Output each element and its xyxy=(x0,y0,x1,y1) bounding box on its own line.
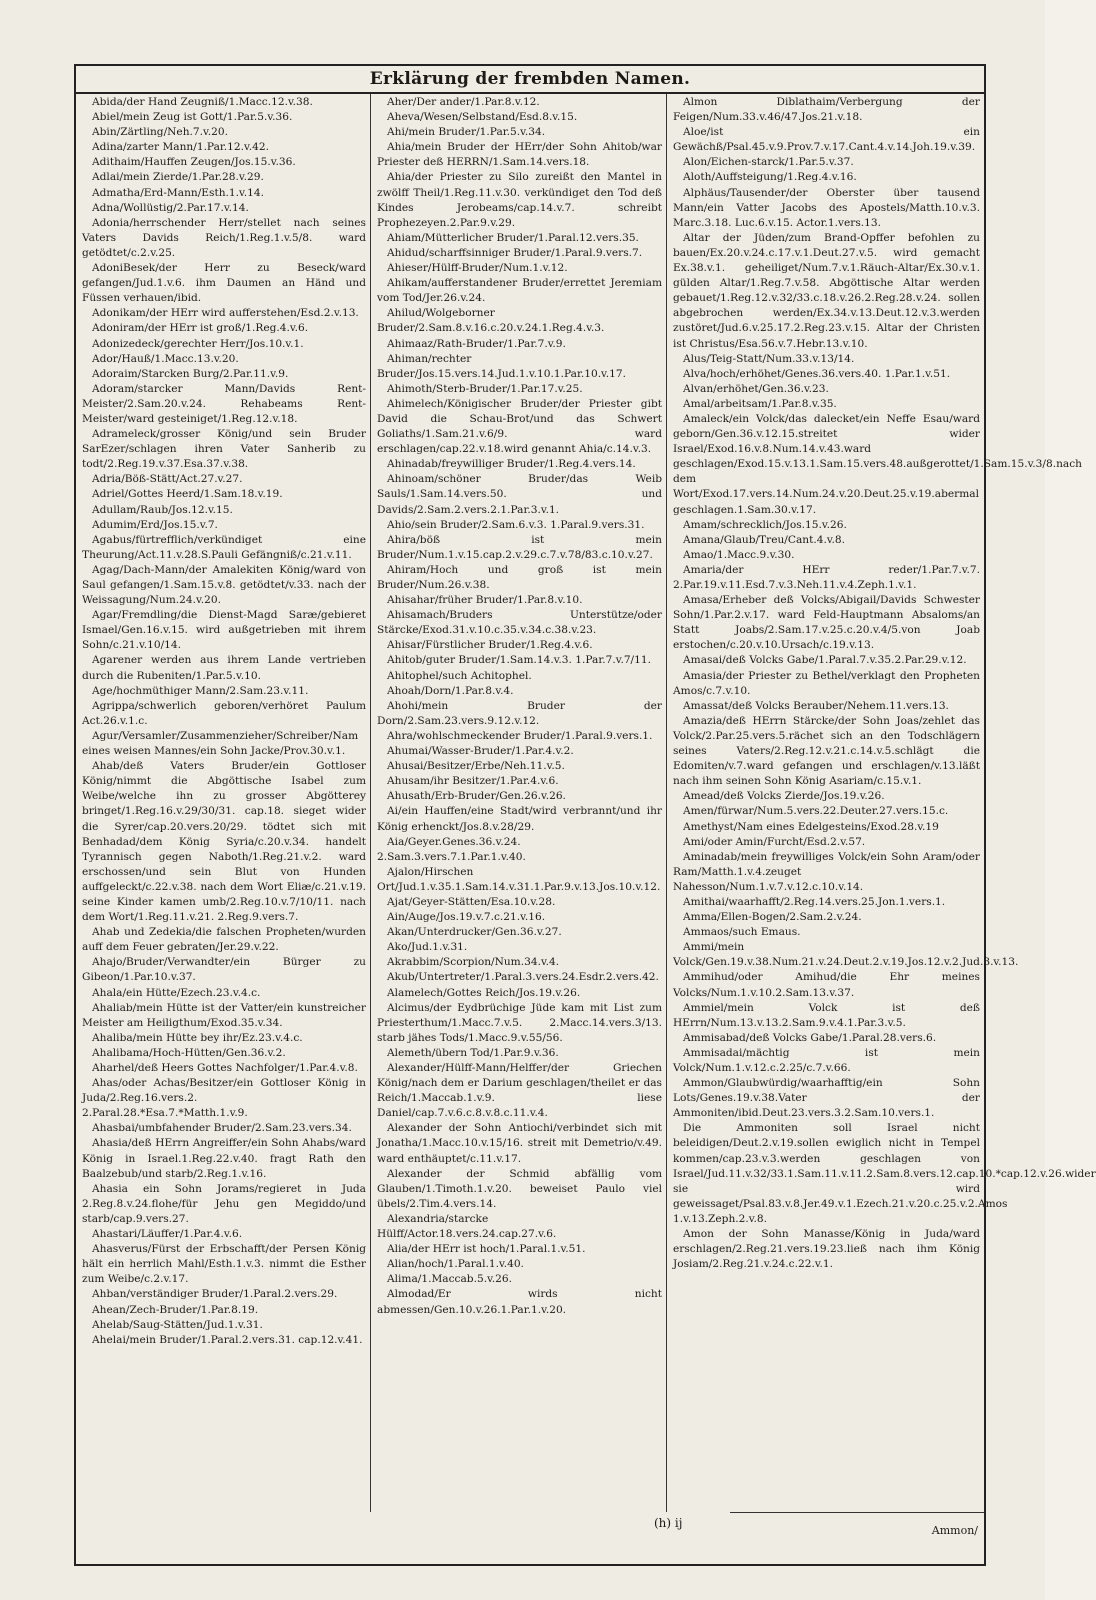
glossary-entry: Agarener werden aus ihrem Lande vertrieben durch die Rubeniten/1.Par.5.v.10. xyxy=(82,654,366,682)
glossary-entry: Age/hochmüthiger Mann/2.Sam.23.v.11. xyxy=(92,684,309,697)
glossary-entry: Ammihud/oder Amihud/die Ehr meines Volcks/Num.1.v.10.2.Sam.13.v.37. xyxy=(673,971,980,999)
glossary-entry: Amithai/waarhafft/2.Reg.14.vers.25.Jon.1.vers.1. xyxy=(683,895,946,908)
glossary-entry: Akub/Untertreter/1.Paral.3.vers.24.Esdr.2.vers.42. xyxy=(387,971,659,984)
glossary-entry: Alus/Teig-Statt/Num.33.v.13/14. xyxy=(683,352,855,365)
glossary-entry: Aloth/Auffsteigung/1.Reg.4.v.16. xyxy=(683,171,857,184)
glossary-entry: Amead/deß Volcks Zierde/Jos.19.v.26. xyxy=(683,790,885,803)
glossary-entry: Ahia/der Priester zu Silo zureißt den Mantel in zwölff Theil/1.Reg.11.v.30. verkündiget den Tod deß Kindes Jerobeams/cap.14.v.7. schreibt Prophezeyen.2.Par.9.v.29. xyxy=(377,171,662,229)
glossary-entry: Adoraim/Starcken Burg/2.Par.11.v.9. xyxy=(92,367,289,380)
glossary-entry: Ain/Auge/Jos.19.v.7.c.21.v.16. xyxy=(387,911,546,924)
glossary-entry: Ahi/mein Bruder/1.Par.5.v.34. xyxy=(387,126,546,139)
glossary-entry: AdoniBesek/der Herr zu Beseck/ward gefangen/Jud.1.v.6. ihm Daumen an Händ und Füssen verhauen/ibid. xyxy=(82,262,366,305)
glossary-entry: Akrabbim/Scorpion/Num.34.v.4. xyxy=(387,956,560,969)
glossary-entry: Alphäus/Tausender/der Oberster über tausend Mann/ein Vatter Jacobs des Apostels/Matth.10.v.3. Marc.3.18. Luc.6.v.15. Actor.1.vers.13. xyxy=(673,186,980,229)
glossary-entry: Amal/arbeitsam/1.Par.8.v.35. xyxy=(683,397,837,410)
glossary-entry: Amen/fürwar/Num.5.vers.22.Deuter.27.vers.15.c. xyxy=(683,805,949,818)
glossary-entry: Alexander/Hülff-Mann/Helffer/der Griechen König/nach dem er Darium geschlagen/theilet er das Reich/1.Maccab.1.v.9. liese Daniel/cap.7.v.6.c.8.v.8.c.11.v.4. xyxy=(377,1062,662,1120)
glossary-entry: Ahinoam/schöner Bruder/das Weib Sauls/1.Sam.14.vers.50. und Davids/2.Sam.2.vers.2.1.Par.3.v.1. xyxy=(377,473,662,516)
glossary-entry: Amaria/der HErr reder/1.Par.7.v.7. 2.Par.19.v.11.Esd.7.v.3.Neh.11.v.4.Zeph.1.v.1. xyxy=(673,563,980,591)
glossary-entry: Ammaos/such Emaus. xyxy=(683,926,801,939)
glossary-entry: Aharhel/deß Heers Gottes Nachfolger/1.Par.4.v.8. xyxy=(92,1062,358,1074)
glossary-entry: Adoniram/der HErr ist groß/1.Reg.4.v.6. xyxy=(92,322,309,335)
glossary-entry: Ahastari/Läuffer/1.Par.4.v.6. xyxy=(92,1228,243,1241)
glossary-entry: Adithaim/Hauffen Zeugen/Jos.15.v.36. xyxy=(92,156,296,169)
glossary-entry: Aheva/Wesen/Selbstand/Esd.8.v.15. xyxy=(387,111,578,124)
glossary-entry: Ahimaaz/Rath-Bruder/1.Par.7.v.9. xyxy=(387,337,566,350)
glossary-entry: Ahieser/Hülff-Bruder/Num.1.v.12. xyxy=(387,262,568,275)
glossary-entry: Ammisabad/deß Volcks Gabe/1.Paral.28.vers.6. xyxy=(683,1031,937,1044)
columns xyxy=(76,94,1096,1512)
glossary-entry: Agabus/fürtrefflich/verkündiget eine Theurung/Act.11.v.28.S.Pauli Gefängniß/c.21.v.11. xyxy=(82,533,366,561)
glossary-entry: Abida/der Hand Zeugniß/1.Macc.12.v.38. xyxy=(92,96,313,108)
glossary-entry: Amassat/deß Volcks Berauber/Nehem.11.vers.13. xyxy=(683,699,949,712)
glossary-entry: Ahinadab/freywilliger Bruder/1.Reg.4.vers.14. xyxy=(387,458,636,471)
glossary-entry: Adonizedeck/gerechter Herr/Jos.10.v.1. xyxy=(92,337,304,350)
glossary-entry: Ahusam/ihr Besitzer/1.Par.4.v.6. xyxy=(387,775,559,788)
glossary-entry: Agar/Fremdling/die Dienst-Magd Saræ/gebieret Ismael/Gen.16.v.15. wird außgetrieben mit ihrem Sohn/c.21.v.10/14. xyxy=(82,609,366,652)
glossary-entry: Ahelab/Saug-Stätten/Jud.1.v.31. xyxy=(92,1318,263,1331)
glossary-entry: Abin/Zärtling/Neh.7.v.20. xyxy=(92,126,228,139)
glossary-entry: Ahusath/Erb-Bruder/Gen.26.v.26. xyxy=(387,790,566,803)
glossary-entry: Aloe/ist ein Gewächß/Psal.45.v.9.Prov.7.v.17.Cant.4.v.14.Joh.19.v.39. xyxy=(673,126,980,154)
glossary-entry: Ahoah/Dorn/1.Par.8.v.4. xyxy=(387,684,514,697)
glossary-entry: Ahisahar/früher Bruder/1.Par.8.v.10. xyxy=(387,594,583,607)
glossary-entry: Adrameleck/grosser König/und sein Bruder SarEzer/schlagen ihren Vater Sanherib zu todt/2.Reg.19.v.37.Esa.37.v.38. xyxy=(82,428,366,471)
glossary-entry: Ahab und Zedekia/die falschen Propheten/wurden auff dem Feuer gebraten/Jer.29.v.22. xyxy=(82,926,366,954)
glossary-entry: Ahasbai/umbfahender Bruder/2.Sam.23.vers.34. xyxy=(92,1122,352,1135)
glossary-entry: Ahasverus/Fürst der Erbschafft/der Persen König hält ein herrlich Mahl/Esth.1.v.3. nimmt die Esther zum Weibe/c.2.v.17. xyxy=(82,1243,366,1286)
glossary-entry: Ahimoth/Sterb-Bruder/1.Par.17.v.25. xyxy=(387,382,583,395)
glossary-entry: Adria/Böß-Stätt/Act.27.v.27. xyxy=(92,473,243,486)
glossary-entry: Alamelech/Gottes Reich/Jos.19.v.26. xyxy=(387,986,581,999)
glossary-entry: Adullam/Raub/Jos.12.v.15. xyxy=(92,503,233,516)
glossary-entry: Ahban/verständiger Bruder/1.Paral.2.vers.29. xyxy=(92,1288,338,1301)
column-right xyxy=(667,94,1096,1512)
glossary-entry: Alexander der Sohn Antiochi/verbindet sich mit Jonatha/1.Macc.10.v.15/16. streit mit Demetrio/v.49. ward enthäuptet/c.11.v.17. xyxy=(377,1122,662,1165)
glossary-entry: Ahira/böß ist mein Bruder/Num.1.v.15.cap.2.v.29.c.7.v.78/83.c.10.v.27. xyxy=(377,533,662,561)
glossary-entry: Amaleck/ein Volck/das dalecket/ein Neffe Esau/ward geborn/Gen.36.v.12.15.streitet wider Israel/Exod.16.v.8.Num.14.v.43.ward geschlagen/Exod.15.v.13.1.Sam.15.vers.48.außgerottet/1.Sam.15.v.3/8.nach dem Wort/Exod.17.vers.14.Num.24.v.20.Deut.25.v.19.abermal geschlagen.1.Sam.30.v.17. xyxy=(673,412,1082,516)
glossary-entry: Ahiam/Mütterlicher Bruder/1.Paral.12.vers.35. xyxy=(387,231,639,244)
glossary-entry: Ahitophel/such Achitophel. xyxy=(387,669,532,682)
glossary-entry: Agag/Dach-Mann/der Amalekiten König/ward von Saul gefangen/1.Sam.15.v.8. getödtet/v.33. nach der Weissagung/Num.24.v.20. xyxy=(82,563,366,607)
glossary-entry: Adina/zarter Mann/1.Par.12.v.42. xyxy=(92,141,269,154)
glossary-entry: Ahohi/mein Bruder der Dorn/2.Sam.23.vers.9.12.v.12. xyxy=(377,699,662,727)
page-header: Erklärung der frembden Namen. xyxy=(76,66,984,94)
glossary-entry: Ahaliab/mein Hütte ist der Vatter/ein kunstreicher Meister am Heiligthum/Exod.35.v.34. xyxy=(82,1001,366,1029)
glossary-entry: Ahisamach/Bruders Unterstütze/oder Stärcke/Exod.31.v.10.c.35.v.34.c.38.v.23. xyxy=(377,609,662,637)
glossary-entry: Adoram/starcker Mann/Davids Rent-Meister/2.Sam.20.v.24. Rehabeams Rent-Meister/ward gesteiniget/1.Reg.12.v.18. xyxy=(82,382,366,425)
glossary-entry: Ahiman/rechter Bruder/Jos.15.vers.14.Jud.1.v.10.1.Par.10.v.17. xyxy=(377,352,627,380)
glossary-entry: Ammisadai/mächtig ist mein Volck/Num.1.v.12.c.2.25/c.7.v.66. xyxy=(673,1046,980,1074)
glossary-entry: Ahalibama/Hoch-Hütten/Gen.36.v.2. xyxy=(92,1046,286,1059)
glossary-entry: Almodad/Er wirds nicht abmessen/Gen.10.v.26.1.Par.1.v.20. xyxy=(377,1288,662,1316)
glossary-entry: Amasia/der Priester zu Bethel/verklagt den Propheten Amos/c.7.v.10. xyxy=(673,669,980,697)
glossary-entry: Ammiel/mein Volck ist deß HErrn/Num.13.v.13.2.Sam.9.v.4.1.Par.3.v.5. xyxy=(673,1001,980,1029)
glossary-entry: Almon Diblathaim/Verbergung der Feigen/Num.33.v.46/47.Jos.21.v.18. xyxy=(673,96,980,124)
glossary-entry: Ako/Jud.1.v.31. xyxy=(387,941,468,954)
glossary-entry: Adriel/Gottes Heerd/1.Sam.18.v.19. xyxy=(92,488,283,501)
glossary-entry: Amma/Ellen-Bogen/2.Sam.2.v.24. xyxy=(683,911,862,924)
glossary-entry: Adlai/mein Zierde/1.Par.28.v.29. xyxy=(92,171,264,184)
footer-rule xyxy=(730,1512,984,1513)
glossary-entry: Adonia/herrschender Herr/stellet nach seines Vaters Davids Reich/1.Reg.1.v.5/8. ward getödtet/c.2.v.25. xyxy=(82,216,366,259)
glossary-entry: Amon der Sohn Manasse/König in Juda/ward erschlagen/2.Reg.21.vers.19.23.ließ nach ihm König Josiam/2.Reg.21.v.24.c.22.v.1. xyxy=(673,1228,980,1271)
glossary-entry: Amasai/deß Volcks Gabe/1.Paral.7.v.35.2.Par.29.v.12. xyxy=(683,654,967,667)
glossary-entry: Ahean/Zech-Bruder/1.Par.8.19. xyxy=(92,1303,259,1316)
glossary-entry: Ajat/Geyer-Stätten/Esa.10.v.28. xyxy=(387,895,556,908)
glossary-entry: Ahasia/deß HErrn Angreiffer/ein Sohn Ahabs/ward König in Israel.1.Reg.22.v.40. fragt Rath den Baalzebub/und starb/2.Reg.1.v.16. xyxy=(82,1137,366,1180)
glossary-entry: Agrippa/schwerlich geboren/verhöret Paulum Act.26.v.1.c. xyxy=(82,699,366,727)
catchword: Ammon/ xyxy=(931,1524,978,1537)
glossary-entry: Adna/Wollüstig/2.Par.17.v.14. xyxy=(92,201,249,214)
glossary-entry: Ahitob/guter Bruder/1.Sam.14.v.3. 1.Par.7.v.7/11. xyxy=(387,654,651,667)
glossary-entry: Ahiram/Hoch und groß ist mein Bruder/Num.26.v.38. xyxy=(377,563,662,591)
glossary-entry: Aminadab/mein freywilliges Volck/ein Sohn Aram/oder Ram/Matth.1.v.4.zeuget Nahesson/Num.1.v.7.v.12.c.10.v.14. xyxy=(673,850,980,893)
glossary-entry: Ador/Hauß/1.Macc.13.v.20. xyxy=(92,352,239,365)
glossary-entry: Die Ammoniten soll Israel nicht beleidigen/Deut.2.v.19.sollen ewiglich nicht in Tempel kommen/cap.23.v.3.werden geschlagen von Israel/Jud.11.v.32/33.1.Sam.11.v.11.2.Sam.8.vers.12.cap.10.*cap.12.v.26.wider sie wird geweissaget/Psal.83.v.8.Jer.49.v.1.Ezech.21.v.20.c.25.v.2.Amos 1.v.13.Zeph.2.v.8. xyxy=(673,1122,1096,1225)
glossary-entry: Amazia/deß HErrn Stärcke/der Sohn Joas/zehlet das Volck/2.Par.25.vers.5.rächet sich an den Todschlägern seines Vaters/2.Reg.12.v.21.c.14.v.5.schlägt die Edomiten/v.7.ward gefangen und erschlagen/v.13.läßt nach ihm seinen Sohn König Asariam/c.15.v.1. xyxy=(673,714,980,788)
glossary-entry: Ahilud/Wolgeborner Bruder/2.Sam.8.v.16.c.20.v.24.1.Reg.4.v.3. xyxy=(377,307,605,335)
glossary-entry: Admatha/Erd-Mann/Esth.1.v.14. xyxy=(92,186,264,199)
glossary-entry: Ahidud/scharffsinniger Bruder/1.Paral.9.vers.7. xyxy=(387,246,643,259)
glossary-entry: Ahala/ein Hütte/Ezech.23.v.4.c. xyxy=(92,986,261,999)
glossary-entry: Ai/ein Hauffen/eine Stadt/wird verbrannt/und ihr König erhenckt/Jos.8.v.28/29. xyxy=(377,805,662,833)
glossary-entry: Ahikam/aufferstandener Bruder/errettet Jeremiam vom Tod/Jer.26.v.24. xyxy=(377,277,662,305)
glossary-entry: Alexandria/starcke Hülff/Actor.18.vers.24.cap.27.v.6. xyxy=(377,1212,557,1241)
glossary-entry: Alvan/erhöhet/Gen.36.v.23. xyxy=(683,382,829,395)
glossary-entry: Ahio/sein Bruder/2.Sam.6.v.3. 1.Paral.9.vers.31. xyxy=(387,518,645,531)
column-left xyxy=(76,94,371,1512)
glossary-entry: Adonikam/der HErr wird aufferstehen/Esd.2.v.13. xyxy=(92,307,359,320)
glossary-entry: Amasa/Erheber deß Volcks/Abigail/Davids Schwester Sohn/1.Par.2.v.17. ward Feld-Hauptmann Absaloms/an Statt Joabs/2.Sam.17.v.25.c.20.v.4/5.von Joab erstochen/c.20.v.10.Ursach/c.19.v.13. xyxy=(673,594,980,652)
signature-mark: (h) ij xyxy=(654,1516,683,1530)
glossary-entry: Ajalon/Hirschen Ort/Jud.1.v.35.1.Sam.14.v.31.1.Par.9.v.13.Jos.10.v.12. xyxy=(377,865,661,893)
glossary-entry: Ahusai/Besitzer/Erbe/Neh.11.v.5. xyxy=(387,760,565,773)
glossary-entry: Alian/hoch/1.Paral.1.v.40. xyxy=(387,1258,524,1271)
column-middle xyxy=(371,94,667,1512)
glossary-entry: Alva/hoch/erhöhet/Genes.36.vers.40. 1.Par.1.v.51. xyxy=(683,367,951,380)
glossary-entry: Altar der Jüden/zum Brand-Opffer befohlen zu bauen/Ex.20.v.24.c.17.v.1.Deut.27.v.5. wird gemacht Ex.38.v.1. geheiliget/Num.7.v.1.Räuch-Altar/Ex.30.v.1. gülden Altar/1.Reg.7.v.58. Abgöttische Altar werden gebauet/1.Reg.12.v.32/33.c.18.v.26.2.Reg.28.v.24. sollen abgebrochen werden/Ex.34.v.13.Deut.12.v.3.werden zustöret/Jud.6.v.25.17.2.Reg.23.v.15. Altar der Christen ist Christus/Esa.56.v.7.Hebr.13.v.10. xyxy=(673,231,980,350)
glossary-entry: Abiel/mein Zeug ist Gott/1.Par.5.v.36. xyxy=(92,111,293,124)
glossary-entry: Ahasia ein Sohn Jorams/regieret in Juda 2.Reg.8.v.24.flohe/für Jehu gen Megiddo/und starb/cap.9.vers.27. xyxy=(82,1182,366,1225)
glossary-entry: Akan/Unterdrucker/Gen.36.v.27. xyxy=(387,926,562,939)
glossary-entry: Ami/oder Amin/Furcht/Esd.2.v.57. xyxy=(683,835,866,848)
glossary-entry: Ammon/Glaubwürdig/waarhafftig/ein Sohn Lots/Genes.19.v.38.Vater der Ammoniten/ibid.Deut.23.vers.3.2.Sam.10.vers.1. xyxy=(673,1077,980,1120)
glossary-entry: Ahimelech/Königischer Bruder/der Priester gibt David die Schau-Brot/und das Schwert Goliaths/1.Sam.21.v.6/9. ward erschlagen/cap.22.v.18.wird genannt Ahia/c.14.v.3. xyxy=(377,397,662,456)
glossary-entry: Ahia/mein Bruder der HErr/der Sohn Ahitob/war Priester deß HERRN/1.Sam.14.vers.18. xyxy=(377,141,662,169)
glossary-entry: Alexander der Schmid abfällig vom Glauben/1.Timoth.1.v.20. beweiset Paulo viel übels/2.Tim.4.vers.14. xyxy=(377,1167,662,1210)
glossary-entry: Ahelai/mein Bruder/1.Paral.2.vers.31. cap.12.v.41. xyxy=(92,1333,363,1346)
glossary-entry: Agur/Versamler/Zusammenzieher/Schreiber/Nam eines weisen Mannes/ein Sohn Jacke/Prov.30.v.1. xyxy=(82,729,359,758)
glossary-entry: Alia/der HErr ist hoch/1.Paral.1.v.51. xyxy=(387,1243,586,1256)
glossary-entry: Ahumai/Wasser-Bruder/1.Par.4.v.2. xyxy=(387,745,574,758)
glossary-entry: Aia/Geyer.Genes.36.v.24. 2.Sam.3.vers.7.1.Par.1.v.40. xyxy=(377,835,526,863)
glossary-entry: Alcimus/der Eydbrüchige Jüde kam mit List zum Priesterthum/1.Macc.7.v.5. 2.Macc.14.vers.3/13. starb jähes Tods/1.Macc.9.v.55/56. xyxy=(377,1001,662,1044)
glossary-entry: Amam/schrecklich/Jos.15.v.26. xyxy=(683,518,847,531)
glossary-entry: Ahas/oder Achas/Besitzer/ein Gottloser König in Juda/2.Reg.16.vers.2. 2.Paral.28.*Esa.7.*Matth.1.v.9. xyxy=(82,1077,366,1120)
glossary-entry: Amethyst/Nam eines Edelgesteins/Exod.28.v.19 xyxy=(683,820,939,833)
glossary-entry: Ahra/wohlschmeckender Bruder/1.Paral.9.vers.1. xyxy=(387,729,653,742)
glossary-entry: Ammi/mein Volck/Gen.19.v.38.Num.21.v.24.Deut.2.v.19.Jos.12.v.2.Jud.3.v.13. xyxy=(673,941,1019,969)
glossary-entry: Ahajo/Bruder/Verwandter/ein Bürger zu Gibeon/1.Par.10.v.37. xyxy=(82,956,366,984)
glossary-entry: Amana/Glaub/Treu/Cant.4.v.8. xyxy=(683,533,846,546)
glossary-entry: Alemeth/übern Tod/1.Par.9.v.36. xyxy=(387,1046,559,1059)
glossary-entry: Alima/1.Maccab.5.v.26. xyxy=(387,1273,513,1286)
glossary-entry: Aher/Der ander/1.Par.8.v.12. xyxy=(387,96,540,108)
glossary-entry: Amao/1.Macc.9.v.30. xyxy=(683,548,795,561)
glossary-entry: Alon/Eichen-starck/1.Par.5.v.37. xyxy=(683,156,854,169)
glossary-entry: Ahab/deß Vaters Bruder/ein Gottloser König/nimmt die Abgöttische Isabel zum Weibe/welche ihn zu grosser Abgötterey bringet/1.Reg.16.v.29/30/31. cap.18. sieget wider die Syrer/cap.20.vers.20/29. tödtet sich mit Benhadad/dem König Syria/c.20.v.34. handelt Tyrannisch gegen Naboth/1.Reg.21.v.2. ward erschossen/und sein Blut von Hunden auffgeleckt/c.22.v.38. nach dem Wort Eliæ/c.21.v.19. seine Kinder kamen umb/2.Reg.10.v.7/10/11. nach dem Wort/1.Reg.11.v.21. 2.Reg.9.vers.7. xyxy=(82,760,366,924)
glossary-entry: Ahaliba/mein Hütte bey ihr/Ez.23.v.4.c. xyxy=(92,1031,303,1044)
glossary-entry: Adumim/Erd/Jos.15.v.7. xyxy=(92,518,218,531)
glossary-entry: Ahisar/Fürstlicher Bruder/1.Reg.4.v.6. xyxy=(387,639,593,652)
page-footer xyxy=(76,1512,984,1564)
